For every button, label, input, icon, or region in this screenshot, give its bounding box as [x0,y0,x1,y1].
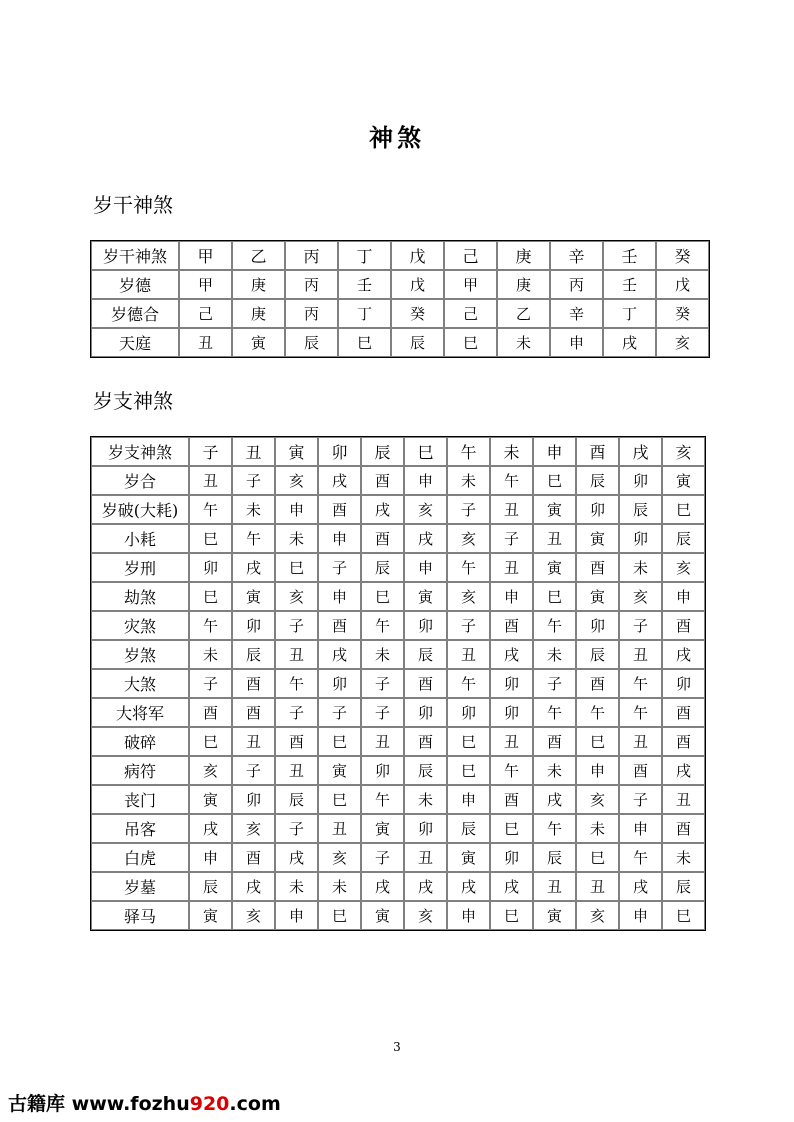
table-cell: 亥 [318,843,361,872]
table-cell: 午 [619,698,662,727]
table-cell: 亥 [447,524,490,553]
table-cell: 酉 [662,698,705,727]
table-cell: 卯 [447,698,490,727]
table-cell: 子 [275,814,318,843]
table-cell: 酉 [189,698,232,727]
table-cell: 午 [533,698,576,727]
table-cell: 丑 [404,843,447,872]
table-cell: 戌 [662,640,705,669]
table-cell: 辰 [619,495,662,524]
table-cell: 酉 [232,843,275,872]
table-cell: 申 [447,901,490,930]
table-cell: 午 [361,611,404,640]
table-cell: 丑 [619,640,662,669]
table-row [91,328,709,357]
table-cell: 未 [275,524,318,553]
table-cell: 卯 [662,669,705,698]
column-header: 己 [444,241,497,270]
table-cell: 巳 [576,727,619,756]
table-cell: 未 [232,495,275,524]
column-header: 壬 [603,241,656,270]
row-label: 驿马 [91,901,189,930]
table-cell: 辰 [404,640,447,669]
table-cell: 戌 [232,872,275,901]
column-header: 卯 [318,437,361,466]
column-header: 辰 [361,437,404,466]
table-cell: 戌 [361,495,404,524]
table-cell: 卯 [619,524,662,553]
table-cell: 巳 [444,328,497,357]
row-label: 病符 [91,756,189,785]
table-cell: 丑 [490,727,533,756]
table-cell: 子 [619,785,662,814]
table-cell: 辰 [285,328,338,357]
table-cell: 子 [275,698,318,727]
table-cell: 午 [189,495,232,524]
table-cell: 子 [533,669,576,698]
table-cell: 子 [490,524,533,553]
table-cell: 甲 [444,270,497,299]
table-cell: 丙 [550,270,603,299]
table-cell: 未 [404,785,447,814]
row-label: 大将军 [91,698,189,727]
table-cell: 酉 [533,727,576,756]
table-cell: 戌 [232,553,275,582]
table-cell: 辰 [232,640,275,669]
table-cell: 酉 [490,785,533,814]
table-row [91,843,705,872]
table-cell: 丑 [275,756,318,785]
table-cell: 戌 [318,466,361,495]
table-cell: 酉 [361,466,404,495]
table-corner-label: 岁干神煞 [91,241,179,270]
table-cell: 未 [447,466,490,495]
table-cell: 亥 [619,582,662,611]
table-cell: 亥 [232,814,275,843]
table-cell: 戌 [662,756,705,785]
row-label: 岁德合 [91,299,179,328]
table-cell: 子 [361,669,404,698]
table-cell: 丑 [490,553,533,582]
table-cell: 寅 [533,901,576,930]
table-cell: 申 [447,785,490,814]
table-cell: 寅 [404,582,447,611]
table-cell: 辰 [533,843,576,872]
table-cell: 巳 [361,582,404,611]
footer-url-suffix: .com [229,1093,281,1115]
table-cell: 戌 [490,872,533,901]
section-heading-year-stem: 岁干神煞 [93,193,173,217]
table-header-row [91,437,705,466]
row-label: 小耗 [91,524,189,553]
table-cell: 丑 [619,727,662,756]
table-cell: 寅 [533,553,576,582]
row-label: 岁墓 [91,872,189,901]
table-cell: 丙 [285,299,338,328]
table-cell: 子 [361,843,404,872]
table-cell: 未 [189,640,232,669]
table-cell: 戊 [656,270,709,299]
table-cell: 巳 [662,495,705,524]
table-cell: 子 [232,466,275,495]
table-cell: 卯 [232,611,275,640]
table-cell: 亥 [404,901,447,930]
table-cell: 戌 [404,524,447,553]
table-cell: 寅 [318,756,361,785]
table-cell: 亥 [404,495,447,524]
column-header: 午 [447,437,490,466]
row-label: 白虎 [91,843,189,872]
table-cell: 申 [318,524,361,553]
table-cell: 酉 [619,756,662,785]
table-cell: 辰 [189,872,232,901]
table-row [91,611,705,640]
table-cell: 子 [318,698,361,727]
table-cell: 未 [275,872,318,901]
table-cell: 亥 [275,582,318,611]
table-cell: 丑 [179,328,232,357]
table-cell: 戌 [533,785,576,814]
table-cell: 未 [497,328,550,357]
table-cell: 申 [275,495,318,524]
table-cell: 寅 [189,785,232,814]
section-heading-year-branch: 岁支神煞 [93,389,173,413]
table-cell: 丑 [662,785,705,814]
table-row [91,785,705,814]
table-cell: 酉 [404,669,447,698]
table-cell: 酉 [662,814,705,843]
table-cell: 卯 [404,698,447,727]
table-cell: 午 [232,524,275,553]
table-cell: 戌 [361,872,404,901]
table-cell: 卯 [232,785,275,814]
table-cell: 丑 [318,814,361,843]
table-cell: 卯 [490,669,533,698]
table-cell: 亥 [447,582,490,611]
table-cell: 癸 [391,299,444,328]
table-cell: 丑 [533,872,576,901]
table-cell: 申 [619,901,662,930]
table-cell: 寅 [232,582,275,611]
table-cell: 亥 [662,553,705,582]
column-header: 丙 [285,241,338,270]
table-cell: 亥 [576,901,619,930]
table-cell: 子 [619,611,662,640]
column-header: 辛 [550,241,603,270]
row-label: 岁煞 [91,640,189,669]
table-cell: 酉 [232,698,275,727]
table-cell: 申 [619,814,662,843]
table-cell: 乙 [497,299,550,328]
table-corner-label: 岁支神煞 [91,437,189,466]
table-cell: 亥 [576,785,619,814]
table-cell: 酉 [318,495,361,524]
table-cell: 子 [189,669,232,698]
table-cell: 卯 [490,843,533,872]
table-row [91,582,705,611]
table-row [91,270,709,299]
column-header: 丁 [338,241,391,270]
table-cell: 辰 [391,328,444,357]
column-header: 甲 [179,241,232,270]
table-cell: 戌 [275,843,318,872]
table-cell: 庚 [232,299,285,328]
table-cell: 酉 [275,727,318,756]
table-cell: 卯 [318,669,361,698]
table-cell: 寅 [232,328,285,357]
table-row [91,901,705,930]
table-cell: 戌 [619,872,662,901]
table-row [91,466,705,495]
page-number: 3 [393,1040,401,1054]
table-cell: 申 [275,901,318,930]
column-header: 寅 [275,437,318,466]
table-cell: 辰 [576,466,619,495]
table-cell: 未 [533,640,576,669]
table-cell: 酉 [490,611,533,640]
table-cell: 寅 [576,524,619,553]
table-cell: 寅 [447,843,490,872]
table-cell: 丙 [285,270,338,299]
table-cell: 巳 [189,582,232,611]
table-row [91,814,705,843]
table-cell: 未 [576,814,619,843]
table-cell: 午 [576,698,619,727]
column-header: 巳 [404,437,447,466]
column-header: 未 [490,437,533,466]
table-cell: 酉 [318,611,361,640]
table-cell: 亥 [189,756,232,785]
table-cell: 午 [619,843,662,872]
table-cell: 戌 [447,872,490,901]
table-cell: 酉 [662,727,705,756]
table-cell: 己 [444,299,497,328]
table-cell: 午 [361,785,404,814]
table-cell: 申 [550,328,603,357]
row-label: 大煞 [91,669,189,698]
table-cell: 巳 [576,843,619,872]
column-header: 戊 [391,241,444,270]
table-cell: 卯 [361,756,404,785]
row-label: 劫煞 [91,582,189,611]
table-cell: 戌 [404,872,447,901]
table-cell: 子 [447,495,490,524]
column-header: 庚 [497,241,550,270]
table-cell: 辰 [662,524,705,553]
table-cell: 巳 [533,466,576,495]
table-cell: 戌 [490,640,533,669]
table-cell: 戌 [189,814,232,843]
row-label: 丧门 [91,785,189,814]
table-cell: 午 [533,814,576,843]
table-cell: 申 [662,582,705,611]
page-title: 神煞 [369,123,425,152]
table-cell: 午 [490,756,533,785]
table-cell: 巳 [318,727,361,756]
table-row [91,698,705,727]
table-cell: 子 [361,698,404,727]
table-cell: 申 [318,582,361,611]
table-cell: 壬 [603,270,656,299]
column-header: 乙 [232,241,285,270]
column-header: 丑 [232,437,275,466]
table-cell: 辰 [576,640,619,669]
table-cell: 丑 [490,495,533,524]
table-cell: 寅 [576,582,619,611]
table-cell: 庚 [232,270,285,299]
table-cell: 午 [275,669,318,698]
table-cell: 巳 [533,582,576,611]
row-label: 天庭 [91,328,179,357]
table-cell: 午 [533,611,576,640]
table-cell: 未 [318,872,361,901]
table-cell: 午 [447,669,490,698]
row-label: 岁刑 [91,553,189,582]
table-cell: 子 [232,756,275,785]
row-label: 岁破(大耗) [91,495,189,524]
table-cell: 申 [404,466,447,495]
table-cell: 丑 [447,640,490,669]
table-cell: 酉 [662,611,705,640]
table-cell: 辰 [662,872,705,901]
table-cell: 戌 [603,328,656,357]
table-row [91,299,709,328]
table-cell: 丁 [338,299,391,328]
table-cell: 卯 [576,495,619,524]
table-cell: 未 [361,640,404,669]
table-cell: 卯 [619,466,662,495]
footer-site-name: 古籍库 [8,1093,66,1115]
table-cell: 巳 [490,901,533,930]
table-cell: 癸 [656,299,709,328]
table-row [91,756,705,785]
watermark-footer [8,1089,281,1116]
table-cell: 卯 [576,611,619,640]
table-cell: 酉 [232,669,275,698]
table-row [91,669,705,698]
table-cell: 寅 [533,495,576,524]
table-cell: 未 [533,756,576,785]
table-cell: 辰 [447,814,490,843]
table-cell: 辰 [404,756,447,785]
row-label: 破碎 [91,727,189,756]
table-cell: 午 [490,466,533,495]
table-cell: 卯 [404,814,447,843]
table-cell: 巳 [447,756,490,785]
table-cell: 甲 [179,270,232,299]
table-cell: 巳 [189,524,232,553]
column-header: 子 [189,437,232,466]
table-cell: 酉 [576,553,619,582]
row-label: 吊客 [91,814,189,843]
table-cell: 申 [189,843,232,872]
table-cell: 寅 [361,814,404,843]
table-cell: 申 [404,553,447,582]
table-cell: 亥 [275,466,318,495]
table-cell: 未 [662,843,705,872]
table-cell: 巳 [447,727,490,756]
column-header: 申 [533,437,576,466]
table-cell: 寅 [189,901,232,930]
table-cell: 酉 [404,727,447,756]
table-cell: 巳 [275,553,318,582]
table-row [91,553,705,582]
table-cell: 卯 [189,553,232,582]
table-row [91,727,705,756]
column-header: 戌 [619,437,662,466]
table-cell: 午 [447,553,490,582]
table-cell: 辰 [275,785,318,814]
table-cell: 庚 [497,270,550,299]
table-row [91,495,705,524]
table-cell: 申 [490,582,533,611]
table-cell: 巳 [318,785,361,814]
table-cell: 亥 [232,901,275,930]
table-cell: 巳 [318,901,361,930]
table-cell: 寅 [361,901,404,930]
table-cell: 子 [447,611,490,640]
table-row [91,872,705,901]
table-cell: 辛 [550,299,603,328]
column-header: 酉 [576,437,619,466]
table-cell: 巳 [338,328,391,357]
table-cell: 丑 [576,872,619,901]
table-cell: 午 [189,611,232,640]
table-cell: 丑 [533,524,576,553]
row-label: 岁德 [91,270,179,299]
footer-url-prefix: www.fozhu [71,1093,190,1115]
year-branch-table [90,436,706,931]
row-label: 岁合 [91,466,189,495]
table-cell: 己 [179,299,232,328]
year-stem-table [90,240,710,358]
table-header-row [91,241,709,270]
table-cell: 巳 [490,814,533,843]
table-row [91,524,705,553]
row-label: 灾煞 [91,611,189,640]
table-cell: 戌 [318,640,361,669]
footer-url-highlight: 920 [189,1093,230,1115]
table-cell: 酉 [361,524,404,553]
table-cell: 丑 [232,727,275,756]
table-row [91,640,705,669]
table-cell: 亥 [656,328,709,357]
table-cell: 卯 [404,611,447,640]
table-cell: 丑 [275,640,318,669]
table-cell: 丁 [603,299,656,328]
table-cell: 戊 [391,270,444,299]
table-cell: 午 [619,669,662,698]
table-cell: 卯 [490,698,533,727]
table-cell: 巳 [662,901,705,930]
table-cell: 辰 [361,553,404,582]
table-cell: 壬 [338,270,391,299]
table-cell: 丑 [361,727,404,756]
table-cell: 子 [275,611,318,640]
table-cell: 丑 [189,466,232,495]
table-cell: 子 [318,553,361,582]
table-cell: 寅 [662,466,705,495]
table-cell: 酉 [576,669,619,698]
table-cell: 巳 [189,727,232,756]
table-cell: 申 [576,756,619,785]
column-header: 癸 [656,241,709,270]
column-header: 亥 [662,437,705,466]
table-cell: 未 [619,553,662,582]
